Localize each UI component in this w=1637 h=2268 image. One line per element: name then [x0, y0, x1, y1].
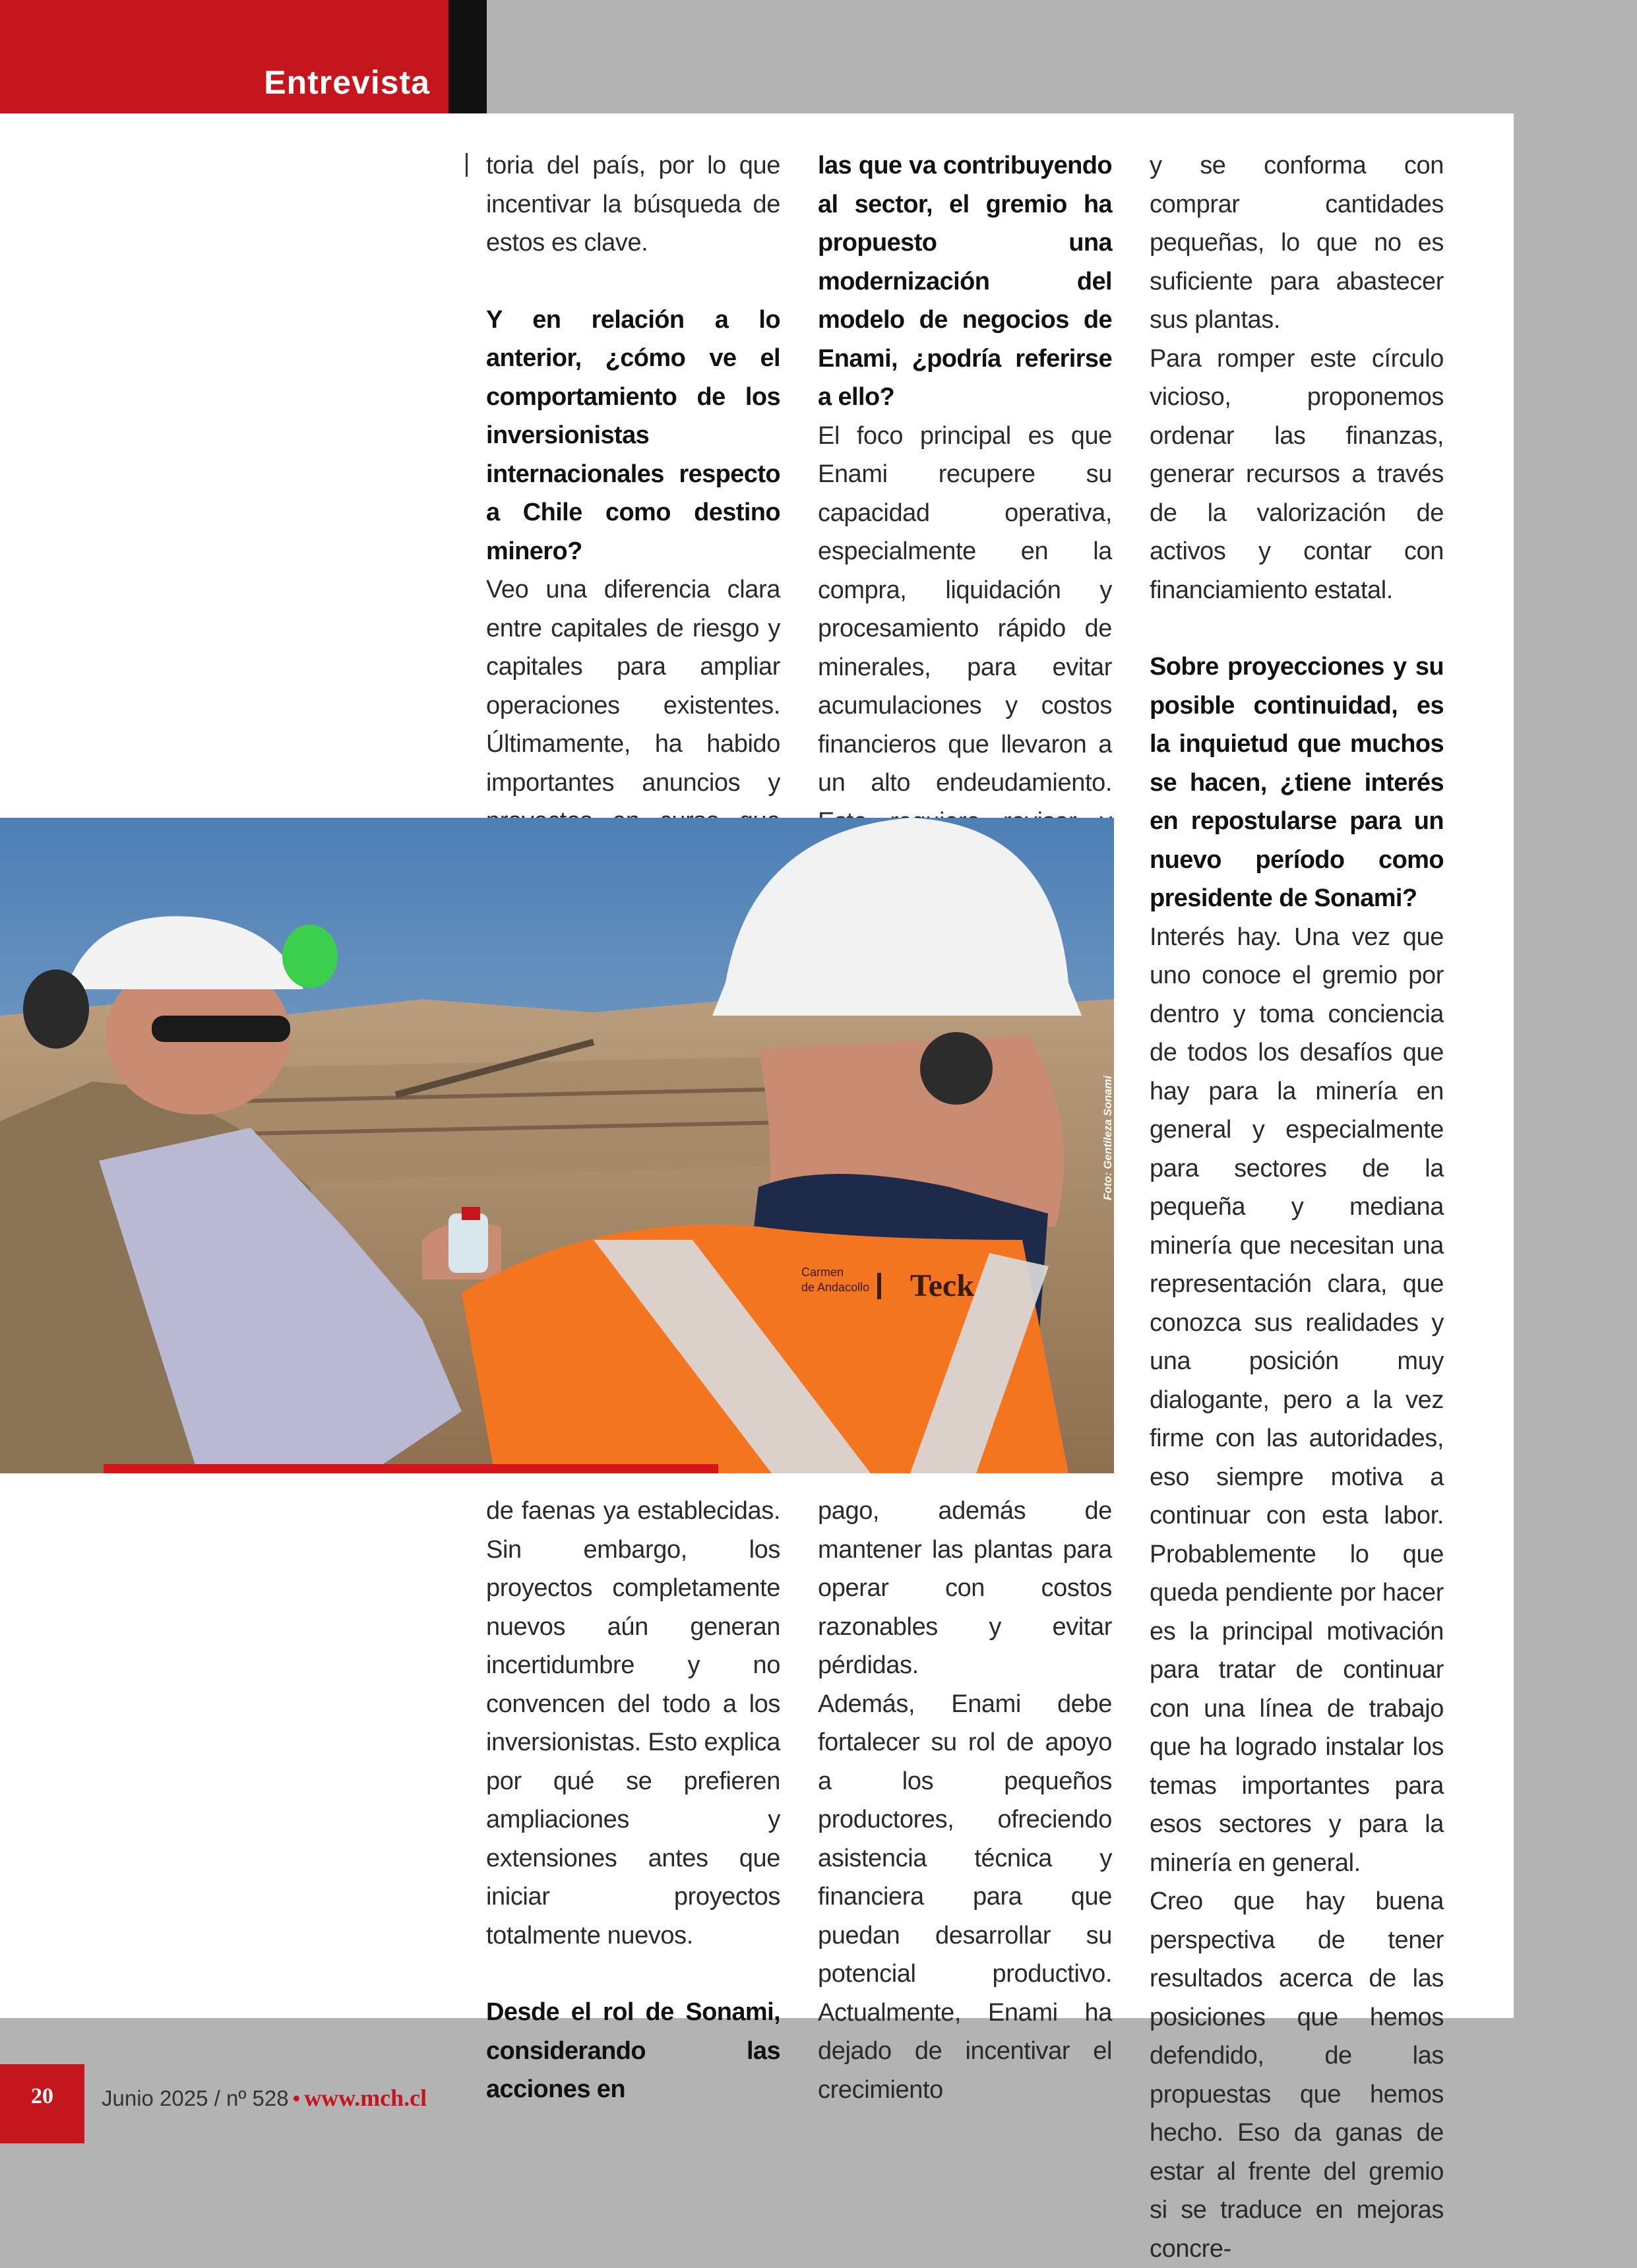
section-tab-accent [448, 0, 487, 113]
worker-right-earmuff [920, 1032, 993, 1105]
interview-question: las que va contribuyendo al sector, el gremio ha propuesto una modernización del modelo de negocios de Enami, ¿podría referirse a ello? [818, 152, 1112, 411]
website-link[interactable]: www.mch.cl [304, 2085, 427, 2111]
paragraph: Para romper este círculo vicioso, proponemos ordenar las finanzas, generar recursos a través de la valorización de activos y contar con financiamiento estatal. [1150, 344, 1444, 604]
column-2-bottom [818, 1492, 1112, 2109]
interview-question: Y en relación a lo anterior, ¿cómo ve el comportamiento de los inversionistas internacionales respecto a Chile como destino minero? [486, 305, 780, 565]
issue-info: Junio 2025 / nº 528 [102, 2086, 289, 2110]
column-1-bottom [486, 1492, 780, 2109]
page-number: 20 [31, 2084, 53, 2108]
interview-question: Sobre proyecciones y su posible continuidad, es la inquietud que muchos se hacen, ¿tiene interés en repostularse para un nuevo período como presidente de Sonami? [1150, 653, 1444, 912]
column-3 [1150, 146, 1444, 2268]
footer-info [102, 2084, 427, 2112]
column-rule [466, 153, 468, 177]
section-label: Entrevista [264, 64, 430, 101]
vest-text: Carmen [801, 1266, 844, 1279]
ear-protector [23, 969, 89, 1049]
footer-page-tab [0, 2064, 84, 2143]
footer-bullet: • [292, 2086, 301, 2110]
photo-credit: Foto: Gentileza Sonami [1101, 1076, 1114, 1200]
helmet-lamp [282, 925, 338, 988]
paragraph: El foco principal es que Enami recupere su capacidad operativa, especialmente en la compra, liquidación y procesamiento rápido de minerales, para evitar acumulaciones y costos financieros que llevaron a un alto endeudamiento. [818, 421, 1112, 797]
column-2-top [818, 146, 1112, 918]
photo-mining-workers [0, 818, 1114, 1473]
photo-illustration [0, 818, 1114, 1473]
water-bottle [448, 1213, 488, 1273]
sunglasses [152, 1016, 290, 1042]
paragraph: toria del país, por lo que incentivar la búsqueda de estos es clave. [486, 152, 780, 257]
paragraph: de faenas ya establecidas. Sin embargo, los proyectos completamente nuevos aún generan incertidumbre y no convencen del todo a los inversionistas. Esto explica por qué se prefieren ampliaciones y extensiones antes que iniciar proyectos totalmente nuevos. [486, 1497, 780, 1949]
paragraph: Creo que hay buena perspectiva de tener resultados acerca de las posiciones que hemos defendido, de las propuestas que hemos hecho. Eso da ganas de estar al frente del gremio si se traduce en mejoras concre- [1150, 1887, 1444, 2263]
paragraph: Veo una diferencia clara entre capitales de riesgo y capitales para ampliar operaciones existentes. Últimamente, ha habido importantes anuncios y [486, 576, 780, 797]
vest-text: de Andacollo [801, 1281, 870, 1294]
section-tab [0, 0, 448, 113]
paragraph: Además, Enami debe fortalecer su rol de apoyo a los pequeños productores, ofreciendo asistencia técnica y financiera para que puedan desarrollar su potencial productivo. Actualmente, Enami ha dejado de incentivar el crecimiento [818, 1690, 1112, 2104]
vest-brand: Teck [910, 1268, 974, 1303]
paragraph: y se conforma con comprar cantidades pequeñas, lo que no es suficiente para abastecer sus plantas. [1150, 152, 1444, 334]
column-1-top [486, 146, 780, 918]
paragraph: Interés hay. Una vez que uno conoce el gremio por dentro y toma conciencia de todos los desafíos que hay para la minería en general y especialmente para sectores de la pequeña y mediana minería que necesitan una representación clara, que conozca sus realidades y una posición muy dialogante, pero a la vez firme con las autoridades, eso siempre motiva a continuar con esta labor. Probablemente lo que queda pendiente por hacer es la principal motivación para tratar de continuar con una línea de trabajo que ha logrado instalar los temas importantes para esos sectores y para la minería en general. [1150, 923, 1444, 1877]
paragraph: pago, además de mantener las plantas para operar con costos razonables y evitar pérdidas. [818, 1497, 1112, 1679]
interview-question: Desde el rol de Sonami, considerando las acciones en [486, 1998, 780, 2103]
photo-accent-bar [104, 1464, 718, 1473]
